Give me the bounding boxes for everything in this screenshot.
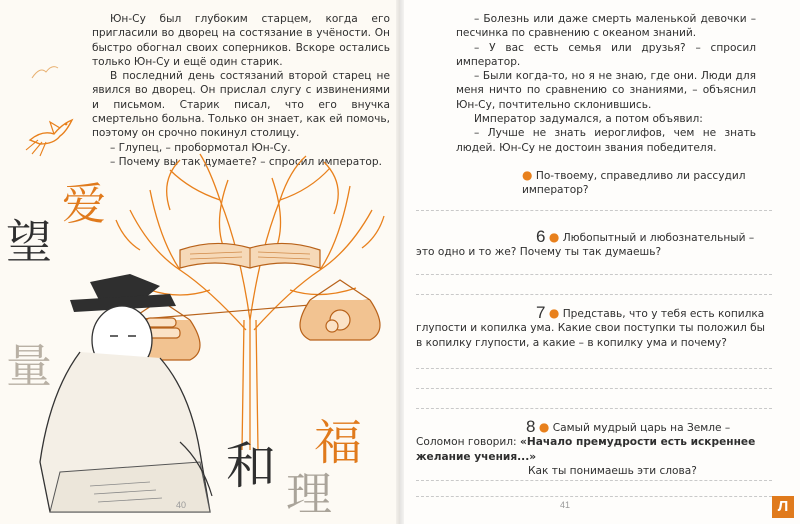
question-text: Любопытный и любознательный – это одно и то же? Почему ты так думаешь?: [416, 232, 755, 259]
hanzi-character: 和: [226, 437, 276, 495]
page-number: 41: [560, 500, 571, 510]
question-text: По-твоему, справедливо ли рассудил император?: [522, 170, 746, 197]
hanzi-character: 望: [6, 215, 52, 269]
solomon-quote: «Начало премудрости есть искреннее желание учения...»: [416, 436, 756, 463]
story-paragraph: – Были когда-то, но я не знаю, где они. Люди для меня ничто по сравнению со знаниями, – объяснил Юн-Су, почтительно склонившись.: [456, 70, 756, 111]
bullet-dot-icon: ●: [522, 168, 533, 182]
answer-line[interactable]: [416, 368, 772, 369]
question-block: [522, 168, 758, 198]
question-text: Как ты понимаешь эти слова?: [528, 464, 697, 477]
story-text-right: [456, 12, 756, 155]
answer-line[interactable]: [416, 210, 772, 211]
bullet-dot-icon: ●: [538, 420, 550, 434]
page-number: 40: [176, 500, 187, 510]
bullet-dot-icon: ●: [548, 306, 560, 320]
hanzi-character: 量: [6, 339, 52, 393]
question-block: [416, 417, 772, 478]
story-paragraph: – У вас есть семья или друзья? – спросил император.: [456, 41, 756, 68]
bird-icon: [30, 62, 60, 82]
answer-line[interactable]: [416, 480, 772, 481]
bullet-dot-icon: ●: [548, 230, 560, 244]
answer-line[interactable]: [416, 496, 772, 497]
hanzi-character: 爱: [62, 179, 106, 230]
story-paragraph: – Почему вы так думаете? – спросил император.: [110, 155, 382, 168]
answer-line[interactable]: [416, 294, 772, 295]
question-number: 6: [536, 227, 546, 246]
publisher-logo: Л: [772, 496, 794, 518]
story-text-left: [92, 12, 390, 169]
hanzi-character: 福: [314, 415, 363, 471]
story-paragraph: Император задумался, а потом объявил:: [474, 113, 703, 126]
bird-icon: [20, 100, 80, 160]
hanzi-character: 理: [286, 467, 332, 521]
story-paragraph: В последний день состязаний второй старец не явился во дворец. Он прислал слугу с извинениями и письмом. Старик писал, что его внучка смертельно больна. Только он знает, как ей помочь, поэтому он срочно покинул столицу.: [92, 70, 390, 140]
book-gutter: [396, 0, 404, 524]
story-paragraph: Юн-Су был глубоким старцем, когда его пригласили во дворец на состязание в учёности. Он быстро обогнал своих соперников. Вскоре остались только Юн-Су и ещё один старик.: [92, 13, 390, 68]
question-text: Самый мудрый царь на Земле – Соломон говорил:: [416, 422, 731, 449]
story-paragraph: – Глупец, – пробормотал Юн-Су.: [110, 141, 291, 154]
answer-line[interactable]: [416, 274, 772, 275]
question-block: [416, 227, 772, 260]
answer-line[interactable]: [416, 388, 772, 389]
question-block: [416, 303, 772, 350]
story-paragraph: – Болезнь или даже смерть маленькой девочки – песчинка по сравнению с океаном знаний.: [456, 13, 756, 40]
question-number: 7: [536, 303, 546, 322]
story-paragraph: – Лучше не знать иероглифов, чем не знать людей. Юн-Су не достоин звания победителя.: [456, 127, 756, 154]
question-text: Представь, что у тебя есть копилка глупости и копилка ума. Какие свои поступки ты положил бы в копилку глупости, а какие – в копилку ума и почему?: [416, 308, 765, 349]
sage-illustration: [30, 262, 230, 524]
question-number: 8: [526, 417, 536, 436]
answer-line[interactable]: [416, 408, 772, 409]
